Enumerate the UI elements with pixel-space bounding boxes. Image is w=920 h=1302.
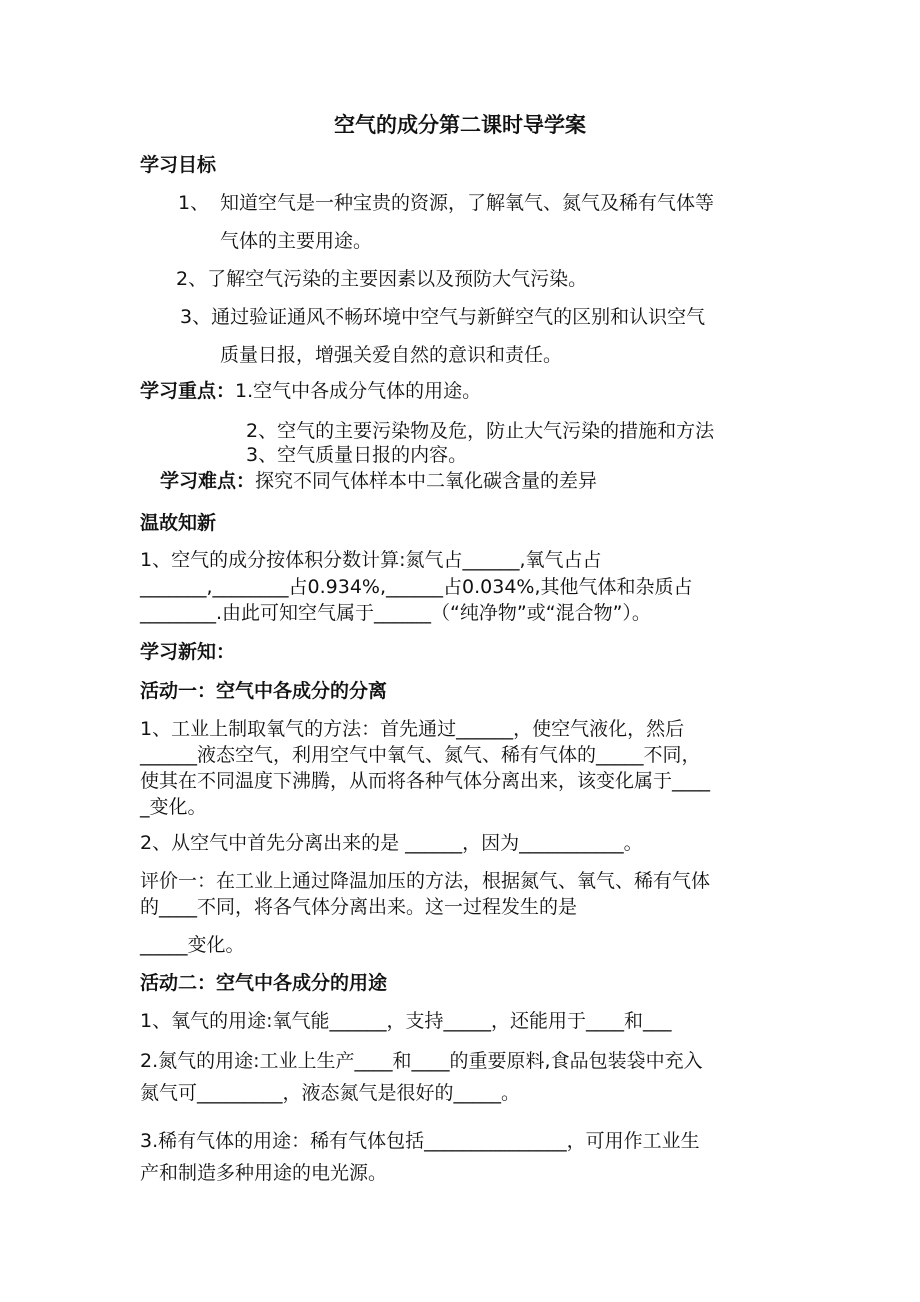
activity1-q2-text: 。 [623, 832, 643, 854]
answer-blank[interactable]: ______ [329, 1010, 387, 1032]
activity2-q1-text: ，还能用于 [491, 1010, 587, 1032]
evaluation1-text: 的 [140, 896, 160, 918]
activity2-q2-text: 氮气可 [140, 1082, 198, 1104]
key-point-3: 3、空气质量日报的内容。 [246, 444, 468, 466]
objective-1-line2: 气体的主要用途。 [220, 230, 373, 252]
answer-blank[interactable]: ______ [140, 744, 197, 766]
activity1-q1-text: 1、工业上制取氧气的方法：首先通过 [140, 718, 457, 740]
evaluation1-text: 不同，将各气体分离出来。这一过程发生的是 [197, 896, 578, 918]
difficulty-row [160, 468, 597, 494]
review-q1-line3 [140, 600, 651, 626]
difficulty-label: 学习难点： [160, 470, 256, 492]
answer-blank[interactable]: ____ [354, 1050, 393, 1072]
answer-blank[interactable]: _________ [197, 1082, 283, 1104]
answer-blank[interactable]: _____ [443, 1010, 492, 1032]
review-q1-line3-text: .由此可知空气属于 [216, 602, 375, 624]
activity2-q1-text: ，支持 [386, 1010, 444, 1032]
activity2-q1-text: 和 [624, 1010, 644, 1032]
activity2-q3-line1 [140, 1128, 700, 1154]
activity2-q2-text: ，液态氮气是很好的 [282, 1082, 454, 1104]
objectives-heading: 学习目标 [140, 154, 217, 176]
objective-1-line1: 知道空气是一种宝贵的资源，了解氧气、氮气及稀有气体等 [220, 192, 715, 214]
activity2-q3-text: 3.稀有气体的用途：稀有气体包括 [140, 1130, 425, 1152]
review-q1-line2-text: _______,________占0.934%,______占0.034%,其他气体和杂质占 [140, 576, 693, 598]
activity1-q1-text: 变化。 [149, 796, 207, 818]
key-point-2: 2、空气的主要污染物及危，防止大气污染的措施和方法 [246, 420, 715, 442]
activity2-q2-line1 [140, 1048, 703, 1074]
new-knowledge-heading: 学习新知： [140, 641, 236, 663]
answer-blank[interactable]: _____ [453, 1082, 502, 1104]
activity1-heading: 活动一：空气中各成分的分离 [140, 680, 388, 702]
activity2-q3-line2: 产和制造多种用途的电光源。 [140, 1162, 388, 1184]
page-title: 空气的成分第二课时导学案 [334, 113, 586, 137]
review-q1-line1-text: 1、空气的成分按体积分数计算:氮气占______,氧气占占 [140, 549, 602, 571]
difficulty-text: 探究不同气体样本中二氧化碳含量的差异 [255, 470, 598, 492]
objective-3-line1: 3、通过验证通风不畅环境中空气与新鲜空气的区别和认识空气 [180, 306, 706, 328]
activity1-q1-line1 [140, 716, 684, 742]
activity1-q1-line2 [140, 742, 701, 768]
activity2-q1 [140, 1008, 672, 1034]
activity1-q1-line4 [140, 794, 207, 820]
review-q1-line2 [140, 574, 780, 600]
activity2-q1-text: 1、氧气的用途:氧气能 [140, 1010, 330, 1032]
review-heading: 温故知新 [140, 512, 217, 534]
activity1-q1-text: 不同， [643, 744, 701, 766]
activity1-q1-text: ，使空气液化，然后 [513, 718, 685, 740]
activity2-q3-text: ，可用作工业生 [566, 1130, 700, 1152]
activity1-q2-text: 2、从空气中首先分离出来的是 [140, 832, 406, 854]
activity2-q2-text: 2.氮气的用途:工业上生产 [140, 1050, 355, 1072]
answer-blank[interactable]: ____ [159, 896, 198, 918]
answer-blank[interactable]: ___________ [519, 832, 624, 854]
key-points-row [140, 378, 481, 404]
answer-blank[interactable]: _______________ [424, 1130, 567, 1152]
answer-blank[interactable]: ______ [456, 718, 514, 740]
answer-blank[interactable]: ____ [672, 770, 711, 792]
activity1-q1-text: 使其在不同温度下沸腾，从而将各种气体分离出来，该变化属于 [140, 770, 673, 792]
evaluation1-line2 [140, 894, 577, 920]
activity1-q2 [140, 830, 643, 856]
review-blank[interactable]: ______ [374, 602, 432, 624]
activity1-q2-text: ，因为 [462, 832, 520, 854]
answer-blank[interactable]: _____ [140, 934, 188, 956]
activity2-q2-text: 。 [501, 1082, 521, 1104]
answer-blank[interactable]: ______ [405, 832, 463, 854]
activity1-q1-line3 [140, 768, 710, 794]
objective-1-number: 1、 [178, 192, 210, 214]
activity2-heading: 活动二：空气中各成分的用途 [140, 972, 388, 994]
review-q1-line3-end: （“纯净物”或“混合物”）。 [431, 602, 651, 624]
answer-blank[interactable]: ___ [643, 1010, 672, 1032]
evaluation1-text: 变化。 [187, 934, 245, 956]
activity2-q2-text: 的重要原料,食品包装袋中充入 [449, 1050, 703, 1072]
review-blank[interactable]: ________ [140, 602, 216, 624]
activity2-q2-text: 和 [392, 1050, 412, 1072]
objective-2: 2、了解空气污染的主要因素以及预防大气污染。 [176, 268, 588, 290]
review-q1-line1 [140, 547, 780, 573]
activity2-q2-line2 [140, 1080, 520, 1106]
evaluation1-line3 [140, 932, 245, 958]
answer-blank[interactable]: _____ [596, 744, 644, 766]
key-points-label: 学习重点： [140, 380, 236, 402]
answer-blank[interactable]: ____ [586, 1010, 625, 1032]
key-point-1: 1.空气中各成分气体的用途。 [235, 380, 482, 402]
answer-blank[interactable]: ____ [411, 1050, 450, 1072]
activity1-q1-text: 液态空气，利用空气中氧气、氮气、稀有气体的 [197, 744, 597, 766]
evaluation1-line1: 评价一：在工业上通过降温加压的方法，根据氮气、氧气、稀有气体 [140, 870, 711, 892]
objective-3-line2: 质量日报，增强关爱自然的意识和责任。 [220, 344, 563, 366]
answer-blank[interactable]: _ [140, 796, 150, 818]
